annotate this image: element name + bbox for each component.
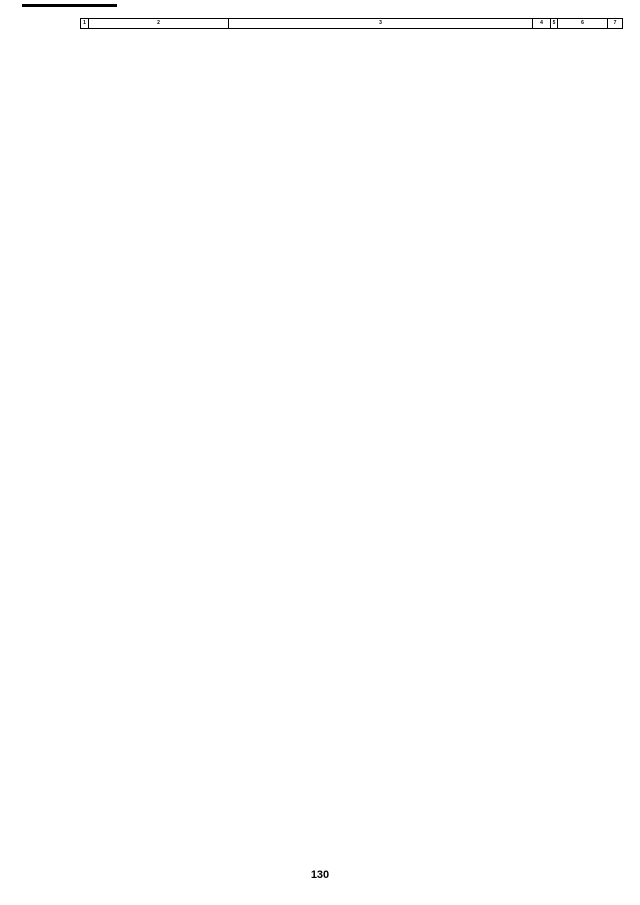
column-header: 7 xyxy=(608,19,623,29)
column-header: 4 xyxy=(533,19,551,29)
table-header-row xyxy=(81,19,623,29)
column-header: 5 xyxy=(551,19,558,29)
overhaul-schedule-table xyxy=(80,18,623,29)
column-header: 1 xyxy=(81,19,89,29)
column-header: 6 xyxy=(558,19,608,29)
top-rule xyxy=(22,4,117,7)
column-header: 2 xyxy=(89,19,229,29)
column-header: 3 xyxy=(229,19,533,29)
page-number: 130 xyxy=(310,869,330,881)
